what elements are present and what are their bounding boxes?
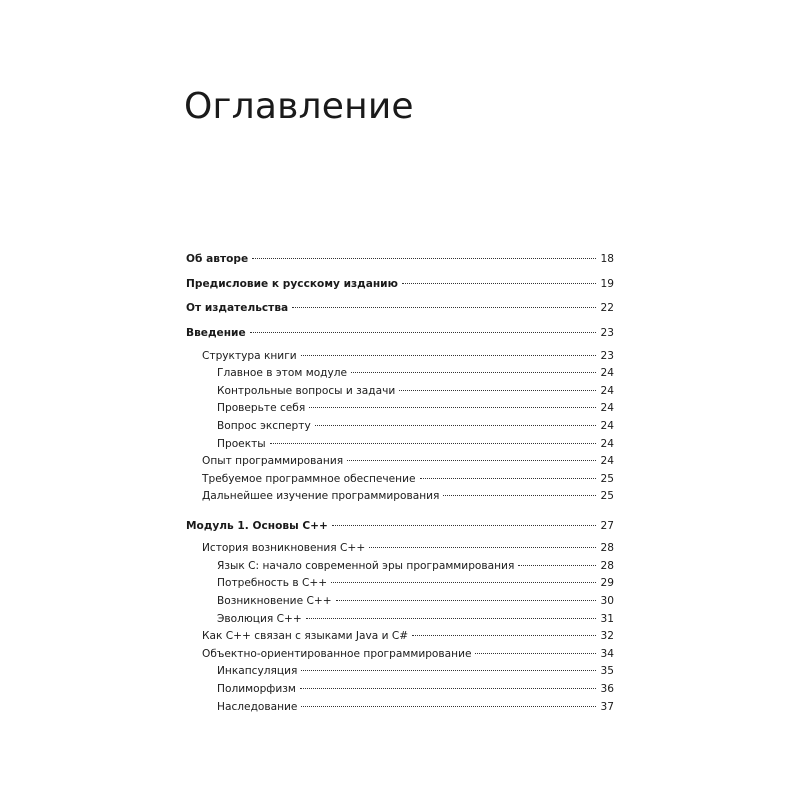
toc-entry-title: От издательства <box>186 302 289 315</box>
toc-entry-page-number: 24 <box>600 367 614 380</box>
toc-entry <box>186 348 614 366</box>
toc-entry <box>186 540 614 558</box>
table-of-contents <box>186 246 614 716</box>
toc-entry-title: Модуль 1. Основы C++ <box>186 519 328 532</box>
dot-leader <box>301 706 596 707</box>
toc-entry-title: Опыт программирования <box>202 455 344 468</box>
toc-entry <box>186 488 614 506</box>
dot-leader <box>518 565 596 566</box>
toc-entry-page-number: 36 <box>600 683 614 696</box>
toc-entry <box>186 646 614 664</box>
toc-entry <box>186 628 614 646</box>
toc-entry <box>186 471 614 489</box>
dot-leader <box>306 618 596 619</box>
toc-entry-page-number: 24 <box>600 437 614 450</box>
toc-entry-title: Требуемое программное обеспечение <box>202 472 416 485</box>
toc-entry <box>186 558 614 576</box>
toc-entry <box>186 300 614 318</box>
toc-entry-page-number: 24 <box>600 402 614 415</box>
toc-entry-title: Главное в этом модуле <box>217 367 348 380</box>
toc-entry <box>186 365 614 383</box>
toc-entry-title: Введение <box>186 327 246 340</box>
toc-entry-page-number: 24 <box>600 455 614 468</box>
toc-entry-page-number: 29 <box>600 577 614 590</box>
dot-leader <box>420 478 597 479</box>
dot-leader <box>270 443 596 444</box>
toc-entry-page-number: 23 <box>600 327 614 340</box>
toc-entry-page-number: 19 <box>600 277 614 290</box>
toc-entry-title: Структура книги <box>202 349 297 362</box>
dot-leader <box>399 390 596 391</box>
toc-entry <box>186 383 614 401</box>
toc-entry-title: Проверьте себя <box>217 402 306 415</box>
toc-entry-title: Возникновение C++ <box>217 595 332 608</box>
dot-leader <box>347 460 596 461</box>
toc-entry <box>186 400 614 418</box>
toc-entry-page-number: 23 <box>600 349 614 362</box>
toc-entry-page-number: 35 <box>600 665 614 678</box>
toc-entry-title: Контрольные вопросы и задачи <box>217 384 396 397</box>
toc-entry-page-number: 24 <box>600 384 614 397</box>
toc-entry-page-number: 31 <box>600 612 614 625</box>
toc-entry <box>186 663 614 681</box>
toc-entry <box>186 699 614 717</box>
toc-entry <box>186 593 614 611</box>
toc-entry <box>186 575 614 593</box>
toc-entry-page-number: 27 <box>600 519 614 532</box>
toc-entry-title: Предисловие к русскому изданию <box>186 277 398 290</box>
toc-entry-title: Инкапсуляция <box>217 665 298 678</box>
dot-leader <box>331 582 596 583</box>
toc-entry-title: Проекты <box>217 437 266 450</box>
toc-entry-page-number: 32 <box>600 630 614 643</box>
dot-leader <box>252 258 596 259</box>
toc-entry-title: Потребность в C++ <box>217 577 328 590</box>
dot-leader <box>301 355 596 356</box>
dot-leader <box>292 307 596 308</box>
toc-entry <box>186 681 614 699</box>
toc-entry <box>186 518 614 536</box>
toc-entry-title: Как C++ связан с языками Java и C# <box>202 630 409 643</box>
dot-leader <box>300 688 596 689</box>
toc-entry <box>186 436 614 454</box>
dot-leader <box>443 495 596 496</box>
dot-leader <box>402 283 596 284</box>
toc-entry-page-number: 18 <box>600 252 614 265</box>
toc-entry-page-number: 28 <box>600 542 614 555</box>
toc-entry-title: Дальнейшее изучение программирования <box>202 490 440 503</box>
toc-entry-page-number: 24 <box>600 419 614 432</box>
dot-leader <box>369 547 596 548</box>
toc-entry <box>186 325 614 343</box>
dot-leader <box>475 653 596 654</box>
toc-entry-title: Полиморфизм <box>217 683 296 696</box>
toc-entry <box>186 276 614 294</box>
toc-entry-title: Объектно-ориентированное программирование <box>202 647 472 660</box>
dot-leader <box>301 670 596 671</box>
dot-leader <box>250 332 596 333</box>
toc-entry-title: Об авторе <box>186 252 249 265</box>
dot-leader <box>412 635 596 636</box>
toc-entry-title: Наследование <box>217 700 298 713</box>
page-title: Оглавление <box>184 86 414 127</box>
toc-entry-page-number: 25 <box>600 472 614 485</box>
toc-entry-page-number: 22 <box>600 302 614 315</box>
dot-leader <box>332 525 596 526</box>
toc-entry-page-number: 34 <box>600 647 614 660</box>
dot-leader <box>309 407 596 408</box>
dot-leader <box>315 425 596 426</box>
toc-entry <box>186 418 614 436</box>
dot-leader <box>336 600 596 601</box>
toc-entry-title: История возникновения C++ <box>202 542 366 555</box>
toc-entry <box>186 453 614 471</box>
toc-entry-title: Вопрос эксперту <box>217 419 311 432</box>
toc-entry-title: Эволюция C++ <box>217 612 302 625</box>
toc-entry <box>186 251 614 269</box>
toc-entry-page-number: 28 <box>600 559 614 572</box>
toc-entry-title: Язык C: начало современной эры программирования <box>217 559 515 572</box>
toc-entry-page-number: 37 <box>600 700 614 713</box>
dot-leader <box>351 372 596 373</box>
toc-entry-page-number: 30 <box>600 595 614 608</box>
toc-entry-page-number: 25 <box>600 490 614 503</box>
toc-entry <box>186 611 614 629</box>
